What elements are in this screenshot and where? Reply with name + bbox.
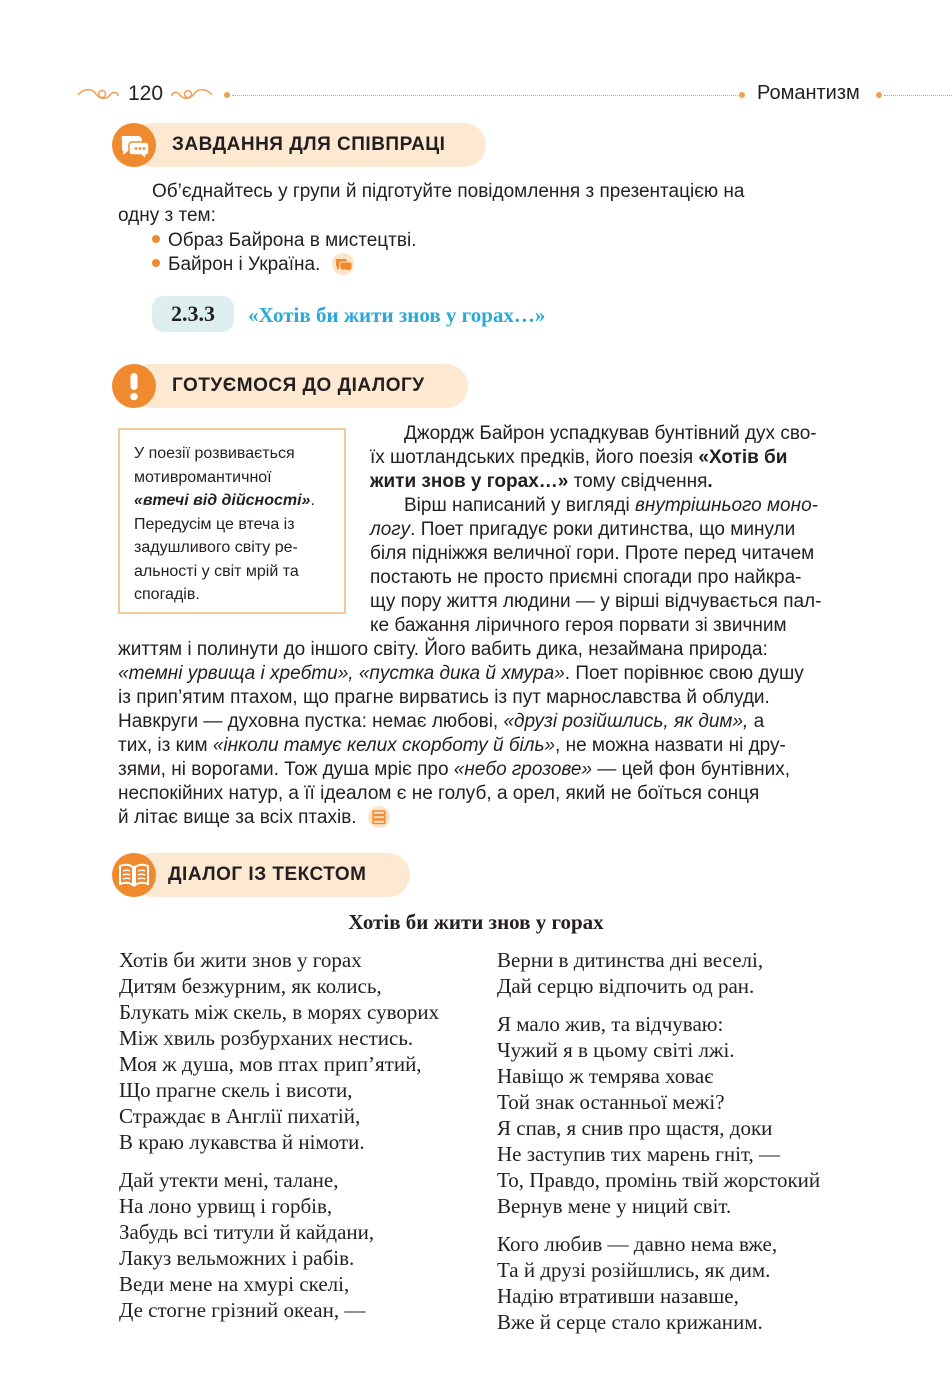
swirl-ornament-icon [76,86,120,104]
text-line: неспокійних натур, а її ідеалом є не голуб, а орел, який не боїться сонця [118,783,760,804]
poem-line: Верни в дитинства дні веселі, [497,948,764,972]
heading-title: ДІАЛОГ ІЗ ТЕКСТОМ [168,864,367,885]
exclamation-icon [112,364,156,408]
dot-divider [739,92,745,98]
collab-line-2: одну з тем: [118,205,216,226]
text-run: . Поет пригадує роки дитинства, що минули [410,519,796,540]
poem-line: Між хвиль розбурханих нестись. [119,1026,414,1050]
word: й [345,181,357,202]
section-title: Романтизм [757,82,860,104]
text-line [118,758,861,782]
text-line [118,734,861,758]
text-line [370,446,861,470]
dot-divider [224,92,230,98]
word: у [278,181,288,202]
word: на [723,181,745,202]
subsection-number: 2.3.3 [152,296,234,332]
text-line: ке бажання ліричного героя порвати зі звичним [370,615,787,636]
poem-line: Не заступив тих марень гніт, — [497,1142,781,1166]
heading-title: ГОТУЄМОСЯ ДО ДІАЛОГУ [172,375,425,396]
bullet-text: Байрон і Україна. [168,254,321,275]
analysis-paragraph-bottom [118,638,861,830]
poem-title-ref: «Хотів би [698,447,788,468]
note-word: романтичної [178,468,272,486]
poem-title-ref: жити знов у горах…» [370,471,569,492]
word: презентацією [599,181,719,202]
chat-bubbles-icon [332,253,354,275]
bullet-dot [152,235,160,243]
chat-bubbles-icon [112,123,156,167]
text-run: , не можна назвати ні дру- [555,735,786,756]
poem-line: Вже й серце стало крижаним. [497,1310,763,1334]
poem-line: То, Правдо, промінь твій жорстокий [497,1168,821,1192]
poem-line: Забудь всі титули й кайдани, [119,1220,375,1244]
poem-line: Моя ж душа, мов птах прип’ятий, [119,1052,422,1076]
text-italic: логу [370,519,411,540]
text-italic: «темні урвища і хребти», «пустка дика й хмура» [118,663,565,684]
text-line: життям і полинути до іншого світу. Його вабить дика, незаймана природа: [118,639,768,660]
note-line: Передусім це втеча із [134,515,295,533]
text-run: . Поет порівнює свою душу [564,663,804,684]
dotted-rule [232,95,742,96]
note-word: . [310,492,315,509]
note-line: задушливого світу ре- [134,539,298,556]
poem-column-left [119,947,439,1323]
text-run: Навкруги — духовна пустка: немає любові, [118,711,504,732]
text-italic: «друзі розійшлись, як дим», [503,711,749,732]
poem-line: Блукать між скель, в морях суворих [119,1000,440,1024]
poem-line: Той знак останньої межі? [497,1090,725,1114]
subsection-title: «Хотів би жити знов у горах…» [248,303,546,327]
poem-column-right [497,947,820,1335]
text-run: Вірш написаний у вигляді [404,495,635,516]
collab-line-1 [118,180,861,204]
text-italic: «небо грозове» [453,759,593,780]
dot-divider [876,92,882,98]
text-line: постають не просто приємні спогади про найкра- [370,567,802,588]
text-line: Джордж Байрон успадкував бунтівний дух сво- [404,423,817,444]
text-run: а [748,711,765,732]
poem-line: Лакуз вельможних і рабів. [119,1246,355,1270]
note-line [134,466,332,490]
text-line [118,662,861,686]
text-line: щу пору життя людини — у вірші відчувається пал- [370,591,822,612]
note-line: альності у світ мрій та [134,562,299,580]
bullet-text: Образ Байрона в мистецтві. [168,230,417,251]
poem-line: Де стогне грізний океан, — [119,1298,366,1322]
text-italic: внутрішнього моно- [634,495,818,516]
collab-text [118,180,861,228]
text-line [370,494,861,518]
note-word: мотив [134,468,179,486]
poem-line: Дитям безжурним, як колись, [119,974,382,998]
word: з [585,181,595,202]
page-number: 120 [128,82,164,105]
note-emphasis: «втечі від дійсності» [134,492,311,509]
poem-line: Надію втративши назавше, [497,1284,739,1308]
text-line: із прип’ятим птахом, що прагне вирватись із пут марнославства й облуди. [118,687,770,708]
text-run: й літає вище за всіх птахів. [118,807,357,828]
poem-line: Веди мене на хмурі скелі, [119,1272,350,1296]
page-header [0,80,952,110]
text-line [118,806,861,830]
text-run: тих, із ким [118,735,213,756]
text-run: — цей фон бунтівних, [592,759,791,780]
heading-title: ЗАВДАННЯ ДЛЯ СПІВПРАЦІ [172,134,446,155]
note-line: спогадів. [134,586,200,603]
text-run: тому свідчення [568,471,708,492]
poem-line: Я спав, я снив про щастя, доки [497,1116,773,1140]
text-run: їх шотландських предків, його поезія [370,447,699,468]
text-line [370,470,861,494]
analysis-paragraph-top [370,494,861,638]
poem-line: Кого любив — давно нема вже, [497,1232,778,1256]
poem-line: Я мало жив, та відчуваю: [497,1012,724,1036]
poem-line: Вернув мене у ниций світ. [497,1194,732,1218]
stanza-gap [497,1219,820,1231]
note-box [118,428,346,614]
text-line [118,710,861,734]
poem-line: Дай утекти мені, талане, [119,1168,339,1192]
stanza-gap [497,999,820,1011]
stanza-gap [119,1155,439,1167]
bullet-item [152,253,354,277]
dotted-rule [884,95,952,96]
text-run: . [707,471,713,492]
poem-line: Що прагне скель і висоти, [119,1078,353,1102]
text-line: біля підніжжя величної гори. Проте перед читачем [370,543,815,564]
note-line [134,489,332,513]
swirl-ornament-icon [170,86,214,104]
text-line [370,518,861,542]
bullet-item [152,229,416,253]
poem-line: На лоно урвищ і горбів, [119,1194,333,1218]
text-italic: «інколи тамує келих скорботу й біль» [212,735,556,756]
bullet-dot [152,259,160,267]
stack-icon [368,806,390,828]
poem-line: Дай серцю відпочить од ран. [497,974,755,998]
word: Об’єднайтесь [152,181,273,202]
text-run: зями, ні ворогами. Тож душа мріє про [118,759,454,780]
note-line: У поезії розвивається [134,445,295,462]
poem-line: Хотів би жити знов у горах [119,948,362,972]
note-text [134,442,332,607]
word: підготуйте [361,181,453,202]
open-book-icon [112,853,156,897]
poem-title: Хотів би жити знов у горах [348,910,604,934]
poem-line: В краю лукавства й німоти. [119,1130,365,1154]
word: повідомлення [457,181,581,202]
poem-line: Навіщо ж темрява ховає [497,1064,714,1088]
poem-line: Страждає в Англії пихатій, [119,1104,361,1128]
intro-paragraph [370,422,861,494]
word: групи [292,181,341,202]
poem-line: Та й друзі розійшлись, як дим. [497,1258,771,1282]
poem-line: Чужий я в цьому світі лжі. [497,1038,735,1062]
